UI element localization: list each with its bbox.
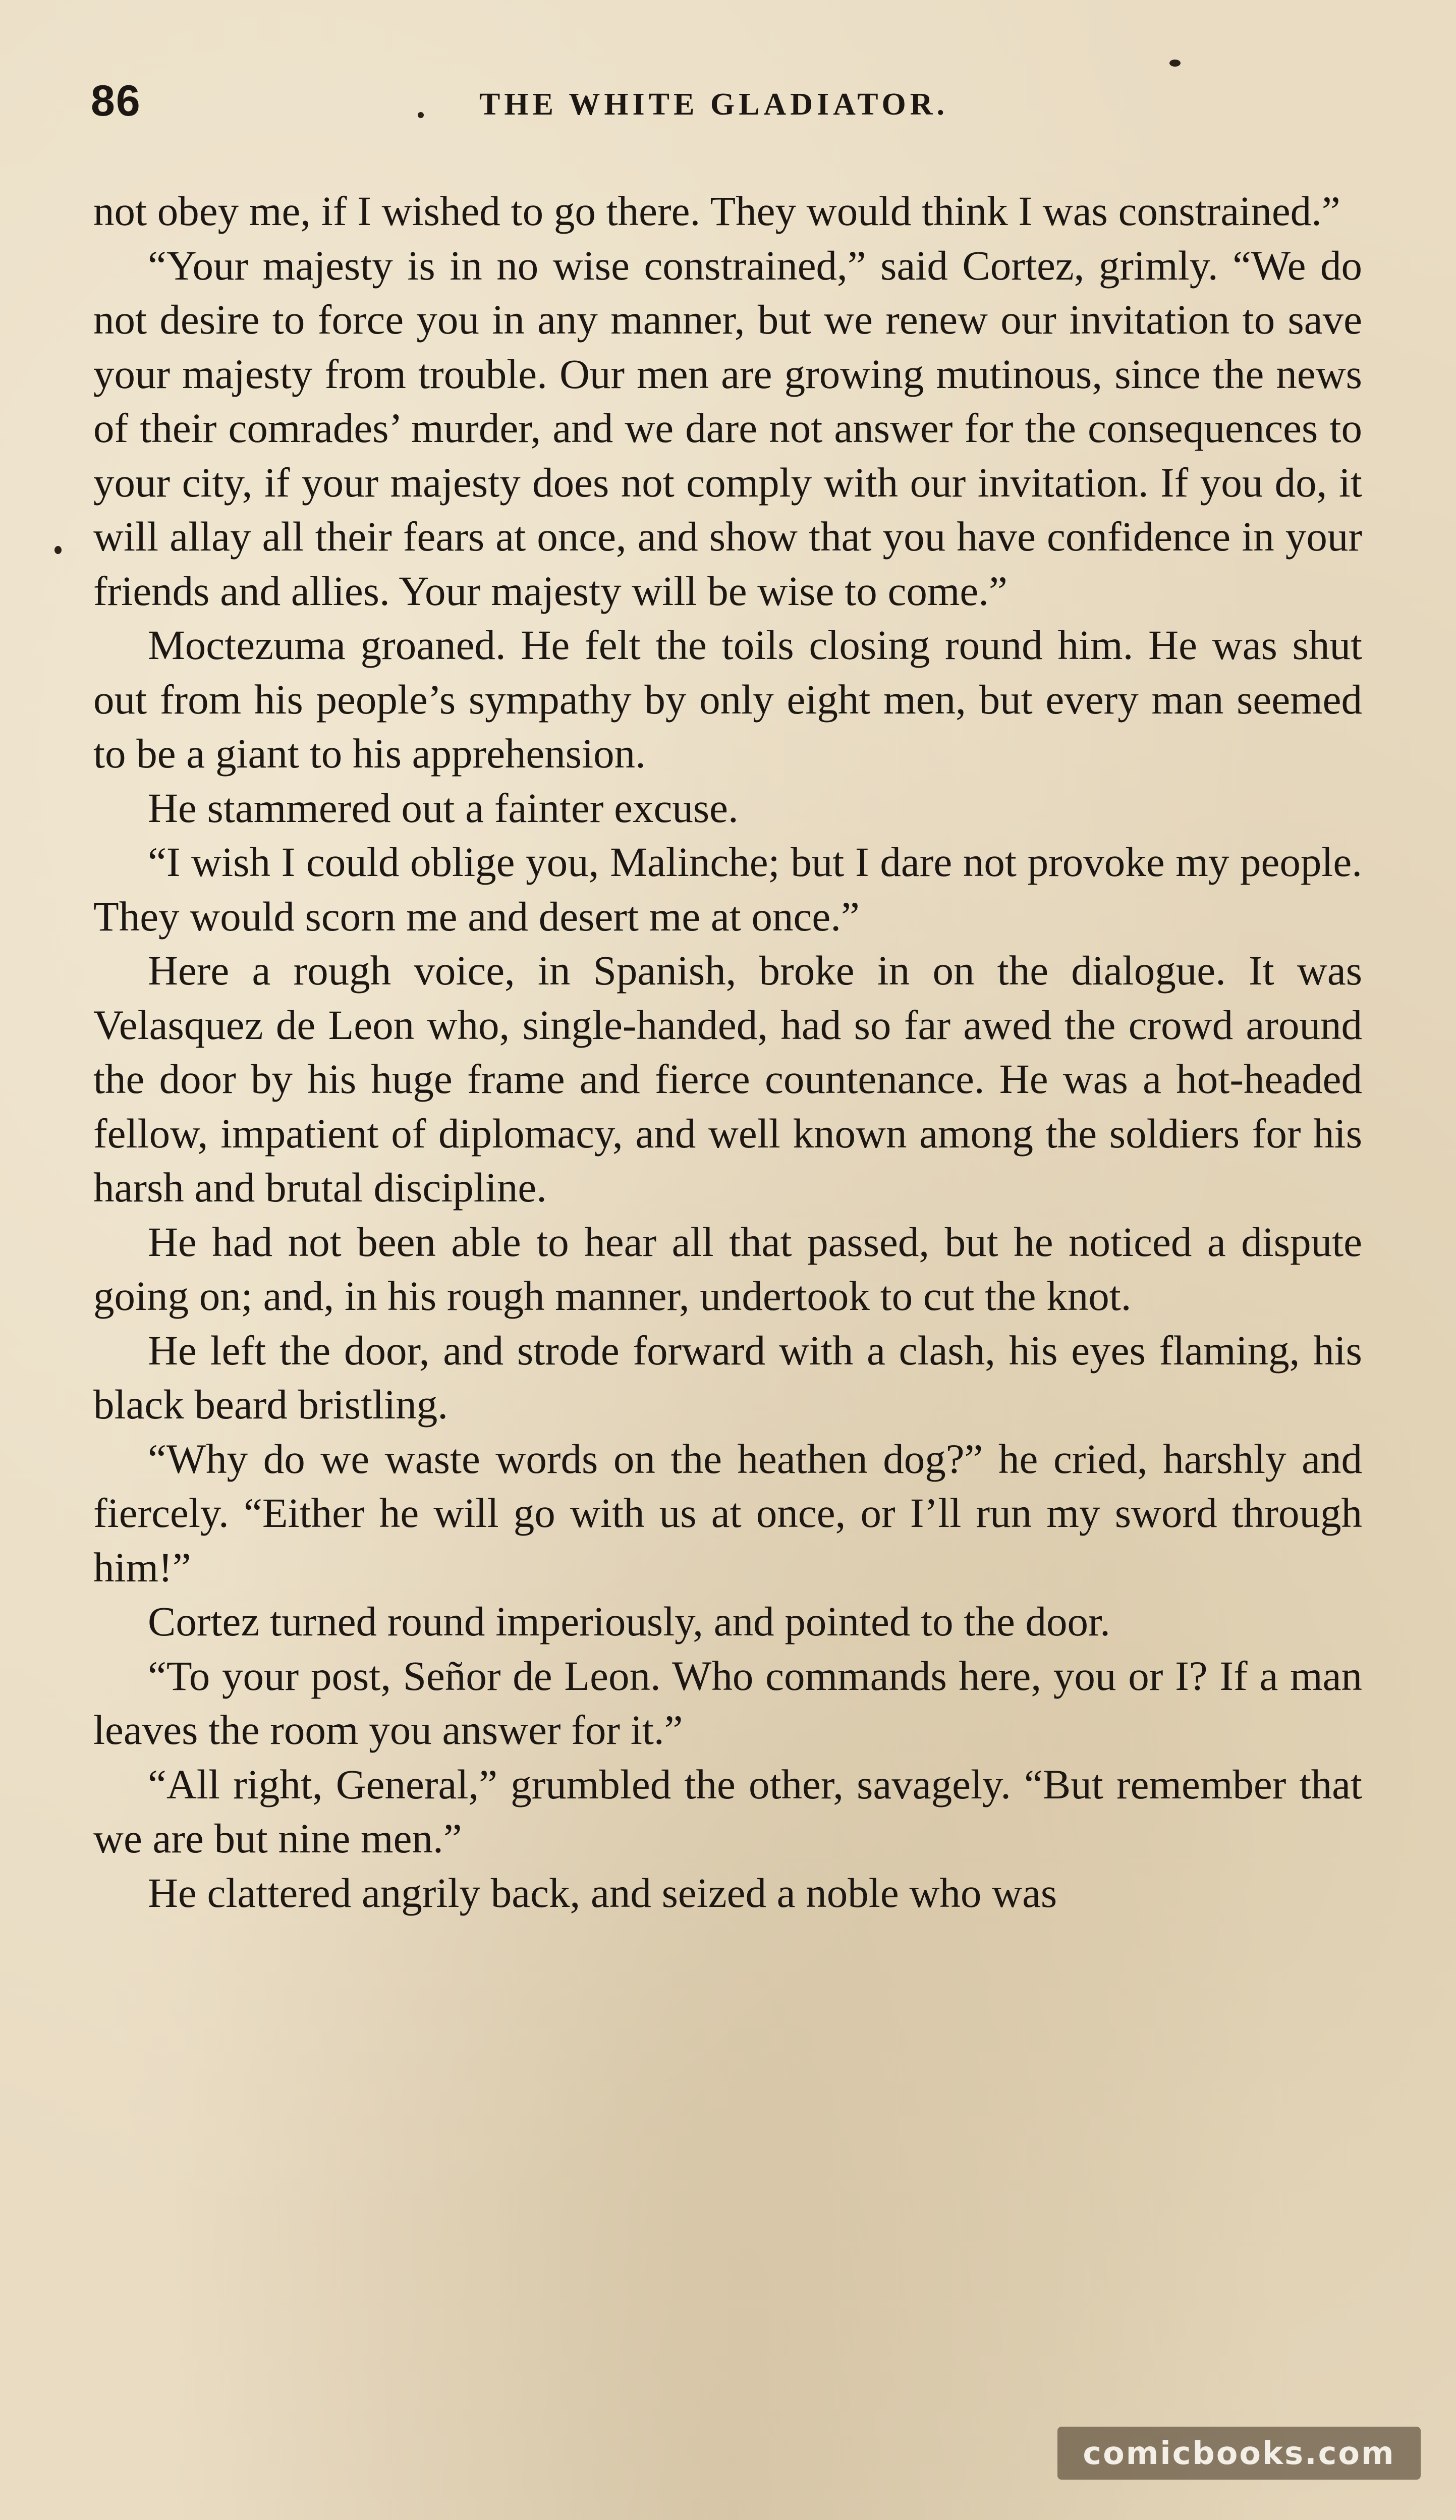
paragraph: He stammered out a fainter excuse. [148,784,739,831]
paragraph: Cortez turned round imperiously, and pointed to the door. [148,1598,1110,1645]
paragraph: not obey me, if I wished to go there. They would think I was constrained.” [93,188,1340,234]
paragraph: He clattered angrily back, and seized a noble who was [148,1869,1057,1916]
paragraph: “To your post, Señor de Leon. Who commands here, you or I? If a man leaves the room you answer for it.” [93,1652,1362,1753]
paragraph: Here a rough voice, in Spanish, broke in on the dialogue. It was Velasquez de Leon who, single-handed, had so far awed the crowd around the door by his huge frame and fierce countenance. He was a hot-headed fellow, impatient of diplomacy, and well known among the soldiers for his harsh and brutal discipline. [93,947,1362,1211]
ink-speck [1169,60,1181,67]
watermark: comicbooks.com [1057,2427,1421,2480]
paragraph: “All right, General,” grumbled the other, savagely. “But remember that we are but nine men.” [93,1761,1362,1861]
running-title: THE WHITE GLADIATOR. [479,87,949,122]
page-header [91,71,1362,146]
paragraph: “I wish I could oblige you, Malinche; but I dare not provoke my people. They would scorn me and desert me at once.” [93,839,1362,940]
paragraph: “Your majesty is in no wise constrained,” said Cortez, grimly. “We do not desire to force you in any manner, but we renew our invitation to save your majesty from trouble. Our men are growing mutinous, since the news of their comrades’ murder, and we dare not answer for the consequences to your city, if your majesty does not comply with our invitation. If you do, it will allay all their fears at once, and show that you have confidence in your friends and allies. Your majesty will be wise to come.” [93,242,1362,614]
paragraph: He had not been able to hear all that passed, but he noticed a dispute going on; and, in his rough manner, undertook to cut the knot. [93,1218,1362,1319]
ink-speck [54,546,62,554]
paragraph: He left the door, and strode forward with a clash, his eyes flaming, his black beard bristling. [93,1327,1362,1428]
ink-speck [418,112,424,118]
page-number: 86 [91,77,141,125]
body-text [93,184,1362,1920]
paragraph: Moctezuma groaned. He felt the toils closing round him. He was shut out from his people’s sympathy by only eight men, but every man seemed to be a giant to his apprehension. [93,622,1362,777]
paragraph: “Why do we waste words on the heathen dog?” he cried, harshly and fiercely. “Either he will go with us at once, or I’ll run my sword through him!” [93,1435,1362,1591]
